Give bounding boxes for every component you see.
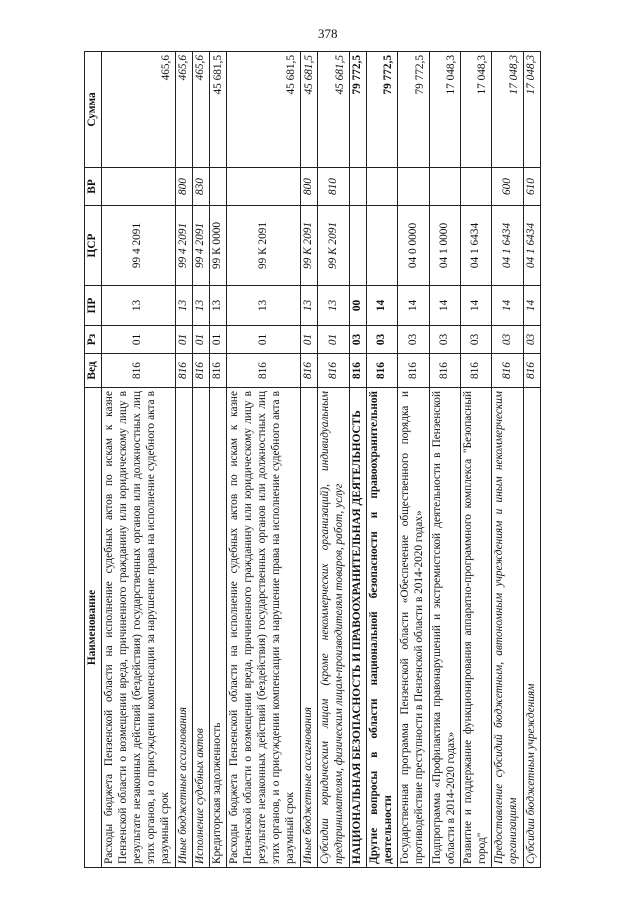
- cell-csr: 99 4 2091: [175, 206, 192, 286]
- cell-name: Подпрограмма «Профилактика правонарушений и экстремистской деятельности в Пензенской области в 2014-2020 годах»: [429, 388, 460, 868]
- cell-ved: 816: [210, 354, 227, 388]
- cell-name: Развитие и поддержание функционирования аппаратно-программного комплекса "Безопасный город": [460, 388, 491, 868]
- cell-rz: 01: [210, 326, 227, 354]
- cell-pr: 14: [492, 286, 523, 326]
- cell-pr: 13: [175, 286, 192, 326]
- cell-name: Другие вопросы в области национальной безопасности и правоохранительной деятельности: [366, 388, 397, 868]
- table-body: [102, 52, 541, 868]
- cell-sum: 45 681,5: [301, 52, 318, 168]
- cell-pr: 14: [398, 286, 429, 326]
- cell-csr: 99 4 2091: [193, 206, 210, 286]
- table-row: [492, 52, 523, 868]
- cell-rz: 01: [227, 326, 301, 354]
- budget-table-container: [84, 52, 541, 868]
- cell-csr: 04 1 6434: [492, 206, 523, 286]
- cell-rz: 03: [460, 326, 491, 354]
- cell-vr: 810: [318, 168, 349, 206]
- cell-csr: [366, 206, 397, 286]
- cell-rz: 01: [175, 326, 192, 354]
- cell-rz: 01: [301, 326, 318, 354]
- table-row: [175, 52, 192, 868]
- cell-csr: 04 0 0000: [398, 206, 429, 286]
- cell-ved: 816: [429, 354, 460, 388]
- header-csr: ЦСР: [85, 206, 102, 286]
- cell-rz: 03: [366, 326, 397, 354]
- cell-sum: 45 681,5: [210, 52, 227, 168]
- cell-rz: 03: [398, 326, 429, 354]
- cell-ved: 816: [227, 354, 301, 388]
- cell-rz: 03: [523, 326, 540, 354]
- cell-csr: 99 К 0000: [210, 206, 227, 286]
- cell-rz: 01: [318, 326, 349, 354]
- cell-vr: 800: [301, 168, 318, 206]
- cell-vr: [210, 168, 227, 206]
- header-pr: ПР: [85, 286, 102, 326]
- cell-name: Кредиторская задолженность: [210, 388, 227, 868]
- cell-pr: 00: [349, 286, 366, 326]
- table-row: [102, 52, 176, 868]
- cell-name: Субсидии юридическим лицам (кроме некоммерческих организаций), индивидуальным предпринимателям, физическим лицам-производителям товаров, работ, услуг: [318, 388, 349, 868]
- cell-pr: 14: [523, 286, 540, 326]
- cell-csr: 04 1 6434: [460, 206, 491, 286]
- cell-vr: [398, 168, 429, 206]
- cell-sum: 465,6: [175, 52, 192, 168]
- cell-sum: 465,6: [193, 52, 210, 168]
- cell-ved: 816: [460, 354, 491, 388]
- header-name: Наименование: [85, 388, 102, 868]
- budget-table: [84, 51, 541, 868]
- header-sum: Сумма: [85, 52, 102, 168]
- header-vr: ВР: [85, 168, 102, 206]
- cell-vr: [460, 168, 491, 206]
- cell-sum: 17 048,3: [523, 52, 540, 168]
- cell-sum: 17 048,3: [460, 52, 491, 168]
- cell-csr: 99 4 2091: [102, 206, 176, 286]
- cell-ved: 816: [366, 354, 397, 388]
- cell-ved: 816: [398, 354, 429, 388]
- cell-vr: 800: [175, 168, 192, 206]
- cell-rz: 03: [429, 326, 460, 354]
- header-ved: Вед: [85, 354, 102, 388]
- header-row: [85, 52, 102, 868]
- cell-sum: 45 681,5: [227, 52, 301, 168]
- cell-sum: 79 772,5: [398, 52, 429, 168]
- cell-rz: 03: [492, 326, 523, 354]
- cell-csr: 99 К 2091: [318, 206, 349, 286]
- cell-pr: 13: [210, 286, 227, 326]
- cell-name: Иные бюджетные ассигнования: [175, 388, 192, 868]
- cell-ved: 816: [349, 354, 366, 388]
- header-rz: Рз: [85, 326, 102, 354]
- cell-name: НАЦИОНАЛЬНАЯ БЕЗОПАСНОСТЬ И ПРАВООХРАНИТЕЛЬНАЯ ДЕЯТЕЛЬНОСТЬ: [349, 388, 366, 868]
- cell-vr: [429, 168, 460, 206]
- cell-ved: 816: [102, 354, 176, 388]
- cell-vr: 830: [193, 168, 210, 206]
- cell-sum: 17 048,3: [429, 52, 460, 168]
- cell-name: Государственная программа Пензенской области «Обеспечение общественного порядка и противодействие преступности в Пензенской области в 2014-2020 годах»: [398, 388, 429, 868]
- cell-ved: 816: [175, 354, 192, 388]
- cell-ved: 816: [492, 354, 523, 388]
- table-row: [210, 52, 227, 868]
- cell-name: Предоставление субсидий бюджетным, автономным учреждениям и иным некоммерческим организациям: [492, 388, 523, 868]
- cell-vr: 610: [523, 168, 540, 206]
- cell-name: Исполнение судебных актов: [193, 388, 210, 868]
- cell-csr: 99 К 2091: [227, 206, 301, 286]
- table-row: [523, 52, 540, 868]
- table-row: [429, 52, 460, 868]
- cell-pr: 14: [366, 286, 397, 326]
- table-row: [227, 52, 301, 868]
- cell-csr: [349, 206, 366, 286]
- cell-rz: 01: [193, 326, 210, 354]
- cell-vr: [102, 168, 176, 206]
- cell-ved: 816: [318, 354, 349, 388]
- cell-csr: 04 1 6434: [523, 206, 540, 286]
- cell-name: Субсидии бюджетным учреждениям: [523, 388, 540, 868]
- cell-pr: 13: [193, 286, 210, 326]
- cell-rz: 03: [349, 326, 366, 354]
- cell-rz: 01: [102, 326, 176, 354]
- cell-ved: 816: [301, 354, 318, 388]
- table-row: [193, 52, 210, 868]
- table-row: [366, 52, 397, 868]
- cell-name: Иные бюджетные ассигнования: [301, 388, 318, 868]
- cell-pr: 13: [102, 286, 176, 326]
- cell-pr: 13: [227, 286, 301, 326]
- cell-ved: 816: [523, 354, 540, 388]
- table-row: [460, 52, 491, 868]
- cell-pr: 14: [429, 286, 460, 326]
- cell-name: Расходы бюджета Пензенской области на исполнение судебных актов по искам к казне Пензенской области о возмещении вреда, причиненного гражданину или юридическому лицу в результате незаконных действий (бездействия) государственных органов или должностных лиц этих органов, и о присуждении компенсации за нарушение права на исполнение судебного акта в разумный срок: [102, 388, 176, 868]
- cell-pr: 13: [318, 286, 349, 326]
- cell-pr: 14: [460, 286, 491, 326]
- table-row: [349, 52, 366, 868]
- cell-ved: 816: [193, 354, 210, 388]
- cell-sum: 17 048,3: [492, 52, 523, 168]
- cell-csr: 04 1 0000: [429, 206, 460, 286]
- table-header: [85, 52, 102, 868]
- cell-sum: 465,6: [102, 52, 176, 168]
- table-row: [318, 52, 349, 868]
- cell-sum: 45 681,5: [318, 52, 349, 168]
- cell-sum: 79 772,5: [349, 52, 366, 168]
- cell-vr: [227, 168, 301, 206]
- cell-sum: 79 772,5: [366, 52, 397, 168]
- cell-csr: 99 К 2091: [301, 206, 318, 286]
- table-row: [398, 52, 429, 868]
- cell-vr: [366, 168, 397, 206]
- cell-vr: 600: [492, 168, 523, 206]
- cell-pr: 13: [301, 286, 318, 326]
- page-number: 378: [318, 26, 338, 41]
- cell-name: Расходы бюджета Пензенской области на исполнение судебных актов по искам к казне Пензенской области о возмещении вреда, причиненного гражданину или юридическому лицу в результате незаконных действий (бездействия) государственных органов или должностных лиц этих органов, и о присуждении компенсации за нарушение права на исполнение судебного акта в разумный срок: [227, 388, 301, 868]
- table-row: [301, 52, 318, 868]
- cell-vr: [349, 168, 366, 206]
